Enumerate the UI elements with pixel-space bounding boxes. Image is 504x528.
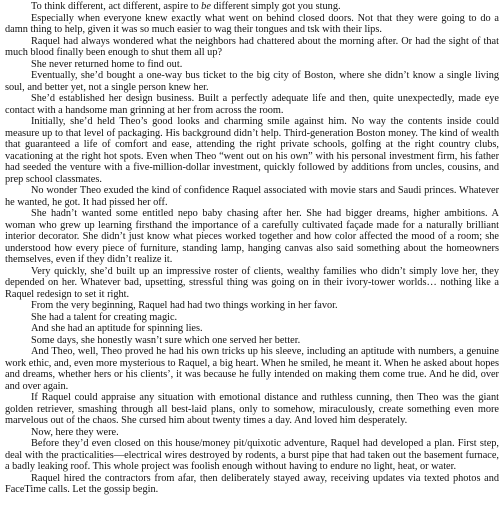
paragraph-8: No wonder Theo exuded the kind of confidence Raquel associated with movie stars and Saudi princes. Whatever he wanted, he got. It had pissed her off.	[5, 185, 499, 208]
paragraph-6: She’d established her design business. Built a perfectly adequate life and then, quite unexpectedly, made eye contact with a handsome man grinning at her from across the room.	[5, 93, 499, 116]
paragraph-16: If Raquel could appraise any situation with emotional distance and ruthless cunning, then Theo was the giant golden retriever, smashing through all best-laid plans, only to somehow, miraculously, create something even more marvelous out of the chaos. She cursed him about twenty times a day. And loved him desperately.	[5, 392, 499, 426]
paragraph-12: She had a talent for creating magic.	[31, 311, 178, 323]
paragraph-11: From the very beginning, Raquel had had two things working in her favor.	[31, 300, 338, 311]
paragraph-2: Especially when everyone knew exactly what went on behind closed doors. Not that they were going to do a damn thing to help, given it was so much easier to wag their tongues and tsk with their lips.	[5, 12, 499, 35]
paragraph-18: Before they’d even closed on this house/money pit/quixotic adventure, Raquel had developed a plan. First step, deal with the practicalities—electrical wires destroyed by rodents, a burst pipe that had taken out the basement furnace, a badly leaking roof. This whole project was foolish enough without having to endure no light, heat, or water.	[5, 438, 499, 472]
paragraph-4: She never returned home to find out.	[31, 58, 183, 70]
paragraph-13: And she had an aptitude for spinning lies.	[31, 323, 203, 334]
paragraph-5: Eventually, she’d bought a one-way bus ticket to the big city of Boston, where she didn’t know a single living soul, and better yet, not a single person knew her.	[5, 70, 499, 93]
paragraph-1: To think different, act different, aspire to be different simply got you stung.	[31, 1, 341, 12]
paragraph-15: And Theo, well, Theo proved he had his own tricks up his sleeve, including an aptitude with numbers, a genuine work ethic, and, even more mysterious to Raquel, a big heart. When he smiled, he meant it. When he asked about hopes and dreams, whether hers or his clients’, it was because he fully intended on making them come true. And he did, over and over again.	[5, 346, 499, 392]
paragraph-19: Raquel hired the contractors from afar, then deliberately stayed away, receiving updates via texted photos and FaceTime calls. Let the gossip begin.	[5, 472, 499, 495]
paragraph-10: Very quickly, she’d built up an impressive roster of clients, wealthy families who didn’t simply love her, they depended on her. Whatever bad, upsetting, stressful thing was going on in their ivory-tower worlds… nothing like a Raquel redesign to set it right.	[5, 265, 499, 300]
paragraph-14: Some days, she honestly wasn’t sure which one served her better.	[31, 334, 301, 346]
paragraph-17: Now, here they were.	[31, 426, 119, 438]
paragraph-7: Initially, she’d held Theo’s good looks and charming smile against him. No way the contents inside could measure up to that level of packaging. His background didn’t help. Third-generation Boston money. The kind of wealth that guaranteed a life of comfort and ease, attending the right private schools, golfing at the right country clubs, vacationing at the right hot spots. Even when Theo “went out on his own” with his personal investment firm, his father had seeded the venture with a five-million-dollar investment, quickly followed by additions from uncles, cousins, and prep school classmates.	[5, 116, 499, 185]
emphasis-be: be	[201, 1, 211, 12]
paragraph-9: She hadn’t wanted some entitled nepo baby chasing after her. She had bigger dreams, higher ambitions. A woman who grew up learning firsthand the importance of a carefully cultivated façade made for a naturally brilliant interior decorator. She didn’t just know what pieces worked together and how color affected the mood of a room; she understood how every piece of furniture, standing lamp, hanging canvas also said something about the homeowners themselves, even if they didn’t realize it.	[5, 208, 499, 265]
paragraph-3: Raquel had always wondered what the neighbors had chattered about the morning after. Or had the sight of that much blood finally been enough to shut them all up?	[5, 35, 499, 58]
